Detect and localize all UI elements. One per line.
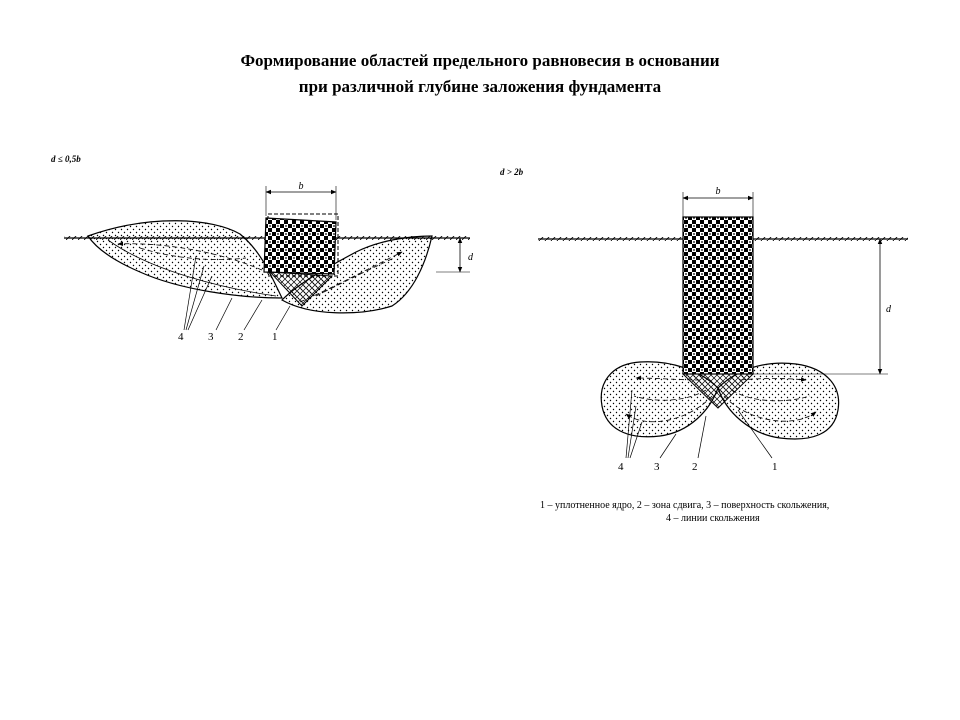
left-shear-zone [88, 221, 282, 298]
foundation-block [683, 217, 753, 374]
slide-title-line-2: при различной глубине заложения фундамента [298, 77, 662, 96]
left-condition-label: d ≤ 0,5b [51, 154, 81, 164]
legend-line-1: 1 – уплотненное ядро, 2 – зона сдвига, 3 – поверхность скольжения, [540, 500, 830, 511]
slide-title-line-1: Формирование областей предельного равновесия в основании [240, 51, 720, 70]
right-width-label: b [715, 186, 721, 197]
legend-line-2: 4 – линии скольжения [666, 513, 760, 524]
callout-1: 1 [772, 461, 778, 473]
callout-3: 3 [654, 461, 660, 473]
callout-3: 3 [208, 331, 214, 343]
left-figure [51, 154, 474, 343]
callout-1: 1 [272, 331, 278, 343]
right-figure [500, 167, 908, 473]
callout-2: 2 [238, 331, 244, 343]
callout-2: 2 [692, 461, 698, 473]
callout-4: 4 [178, 331, 184, 343]
left-depth-label: d [468, 252, 473, 263]
right-depth-label: d [886, 304, 891, 315]
right-condition-label: d > 2b [500, 167, 524, 177]
callout-4: 4 [618, 461, 624, 473]
foundation-block [264, 218, 336, 274]
left-width-label: b [298, 181, 304, 192]
